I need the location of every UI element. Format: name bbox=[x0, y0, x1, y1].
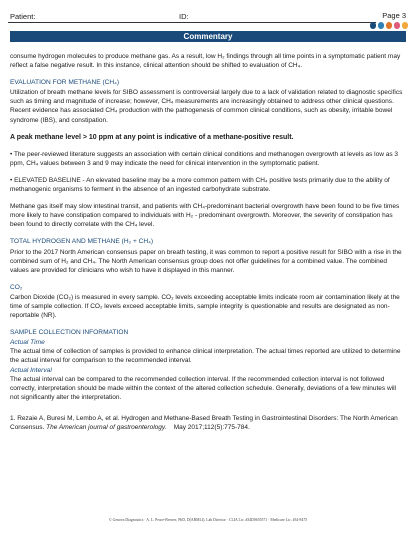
brand-dots bbox=[370, 22, 409, 30]
brand-dot-icon bbox=[402, 22, 409, 29]
commentary-body bbox=[10, 52, 406, 440]
page-number: Page 3 bbox=[382, 11, 406, 20]
brand-dot-icon bbox=[370, 22, 377, 29]
brand-dot-icon bbox=[394, 22, 401, 29]
co2-paragraph: Carbon Dioxide (CO₂) is measured in every sample. CO₂ levels exceeding acceptable limits indicate room air contamination likely at the time of sample collection. If CO₂ levels exceed acceptable limits, sample integrity is questionable and results are designated as non-reportable (NR). bbox=[10, 293, 400, 320]
header-rule bbox=[8, 22, 376, 23]
actual-time-paragraph: The actual time of collection of samples is provided to enhance clinical interpretation. The actual times reported are utilized to determine the actual interval for comparison to the recommended interval. bbox=[10, 348, 401, 365]
methane-paragraph: Utilization of breath methane levels for SIBO assessment is controversial largely due to a lack of validation related to diagnostic specifics such as timing and magnitude of increase; however, CH₄ measurements are increasingly obtained to address other clinical questions. Recent evidence has associated CH₄ production with the pathogenesis of common clinical conditions, such as obesity, irritable bowel syndrome (IBS), and constipation. bbox=[10, 89, 403, 124]
reference-entry bbox=[10, 414, 406, 432]
reference-citation: May 2017;112(5):775-784. bbox=[173, 424, 250, 431]
reference-text: 1. Rezaie A, Buresi M, Lembo A, et al. Hydrogen and Methane-Based Breath Testing in Gastrointestinal Disorders: The North American Consensus. bbox=[10, 414, 398, 431]
reference-journal: The American journal of gastroenterology. bbox=[46, 424, 167, 431]
section-banner: Commentary bbox=[10, 31, 406, 42]
methane-bullet-elevated-baseline: • ELEVATED BASELINE - An elevated baseline may be a more common pattern with CH₄ positive tests primarily due to the ability of methanogenic organisms to ferment in the absence of an ingested carbohydrate substrate. bbox=[10, 176, 390, 194]
total-heading: TOTAL HYDROGEN AND METHANE (H₂ + CH₄) bbox=[10, 238, 154, 246]
sample-heading: SAMPLE COLLECTION INFORMATION bbox=[10, 329, 129, 337]
methane-heading: EVALUATION FOR METHANE (CH₄) bbox=[10, 79, 120, 87]
methane-paragraph-2: Methane gas itself may slow intestinal transit, and patients with CH₄-predominant bacterial overgrowth have been found to be five times more likely to have constipation compared to individuals with H₂ - predominant overgrowth. Moreover, the severity of constipation has been found to directly correlate with the CH₄ level. bbox=[10, 203, 400, 229]
brand-dot-icon bbox=[378, 22, 385, 29]
co2-heading: CO₂ bbox=[10, 283, 23, 291]
actual-interval-paragraph: The actual interval can be compared to the recommended collection interval. If the recommended collection interval is not followed correctly, interpretation should be made within the context of the altered collection schedule. Generally, deviations of a few minutes will not significantly alter the interpretation. bbox=[10, 375, 396, 401]
page-footer: © Genova Diagnostics · A. L. Peace-Brewer, PhD, D(ABMLI), Lab Director · CLIA Lic. #34D0655571 · Medicare Lic. #34-8475 bbox=[108, 518, 308, 522]
intro-paragraph: consume hydrogen molecules to produce methane gas. As a result, low H₂ findings through all time points in a symptomatic patient may reflect a false negative result. In this instance, clinical attention should be shifted to evaluation of CH₄. bbox=[10, 53, 401, 70]
methane-bullet-low-levels: • The peer-reviewed literature suggests an association with certain clinical conditions and methanogen overgrowth at levels as low as 3 ppm, CH₄ values between 3 and 9 may indicate the need for clinical intervention in the symptomatic patient. bbox=[10, 150, 399, 167]
actual-interval-label: Actual Interval bbox=[10, 366, 52, 374]
actual-time-label: Actual Time bbox=[10, 339, 45, 347]
patient-label: Patient: bbox=[10, 12, 36, 21]
id-label: ID: bbox=[179, 12, 189, 21]
brand-dot-icon bbox=[386, 22, 393, 29]
total-paragraph: Prior to the 2017 North American consensus paper on breath testing, it was common to report a positive result for SIBO with a rise in the combined sum of H₂ and CH₄. The North American consensus group does not offer guidelines for a combined value. The combined values are provided for clinicians who wish to have it displayed in this manner. bbox=[10, 248, 402, 274]
methane-threshold-statement: A peak methane level > 10 ppm at any point is indicative of a methane-positive result. bbox=[10, 133, 294, 141]
